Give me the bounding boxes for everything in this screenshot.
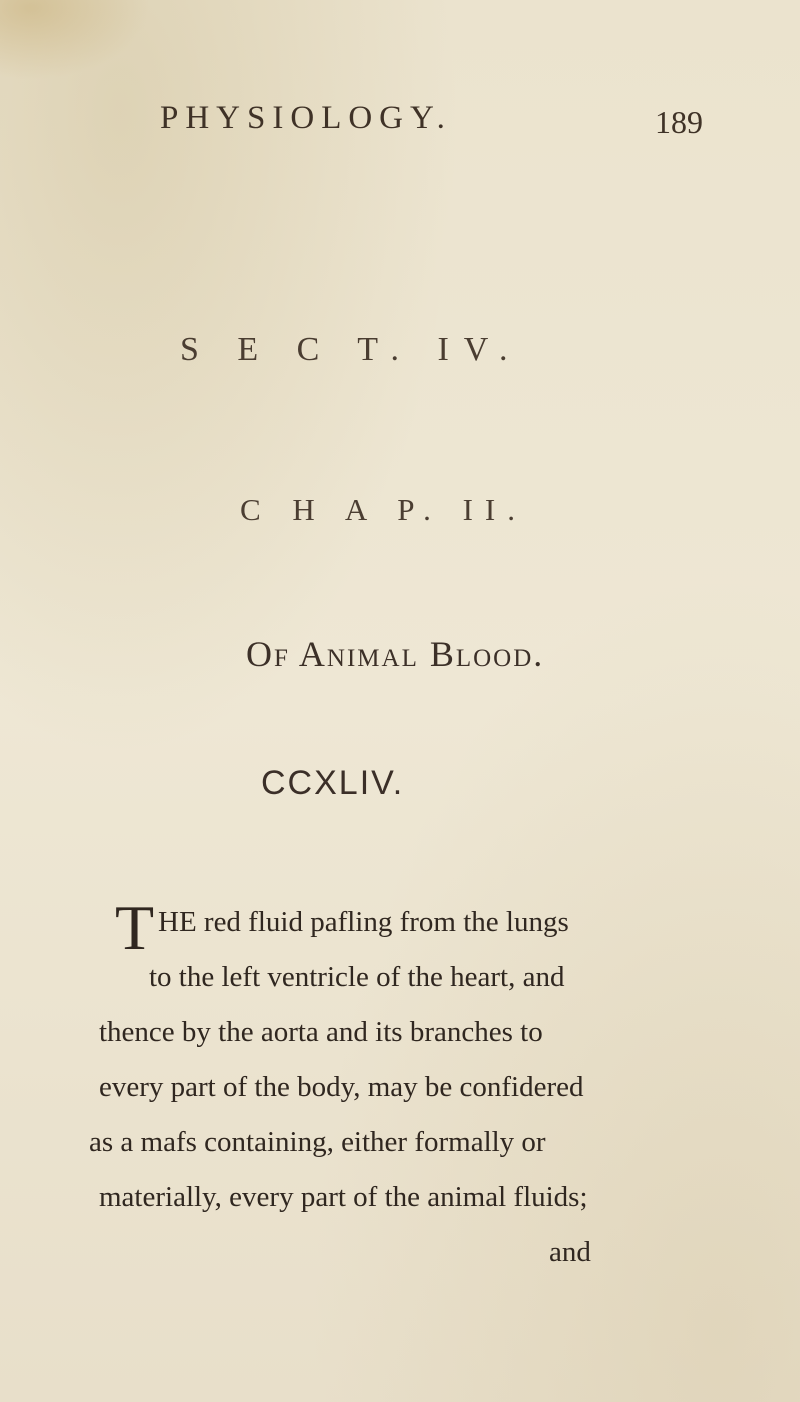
chapter-heading: C H A P. II. xyxy=(240,492,527,527)
body-line: materially, every part of the animal fluids; xyxy=(99,1181,588,1213)
body-line: every part of the body, may be confidered xyxy=(99,1071,584,1103)
page-number: 189 xyxy=(655,104,703,140)
drop-cap: T xyxy=(115,892,155,963)
page-stain xyxy=(0,0,150,80)
chapter-title: Of Animal Blood. xyxy=(246,634,545,674)
body-line: to the left ventricle of the heart, and xyxy=(149,961,565,993)
running-head: PHYSIOLOGY. xyxy=(160,100,452,136)
body-line: HE red fluid pafling from the lungs xyxy=(158,906,569,938)
section-heading: S E C T. IV. xyxy=(180,331,523,368)
body-line: as a mafs containing, either formally or xyxy=(89,1126,546,1158)
body-line: thence by the aorta and its branches to xyxy=(99,1016,543,1048)
article-number: CCXLIV. xyxy=(261,764,405,802)
body-paragraph xyxy=(89,892,629,1280)
catchword: and xyxy=(549,1236,591,1268)
